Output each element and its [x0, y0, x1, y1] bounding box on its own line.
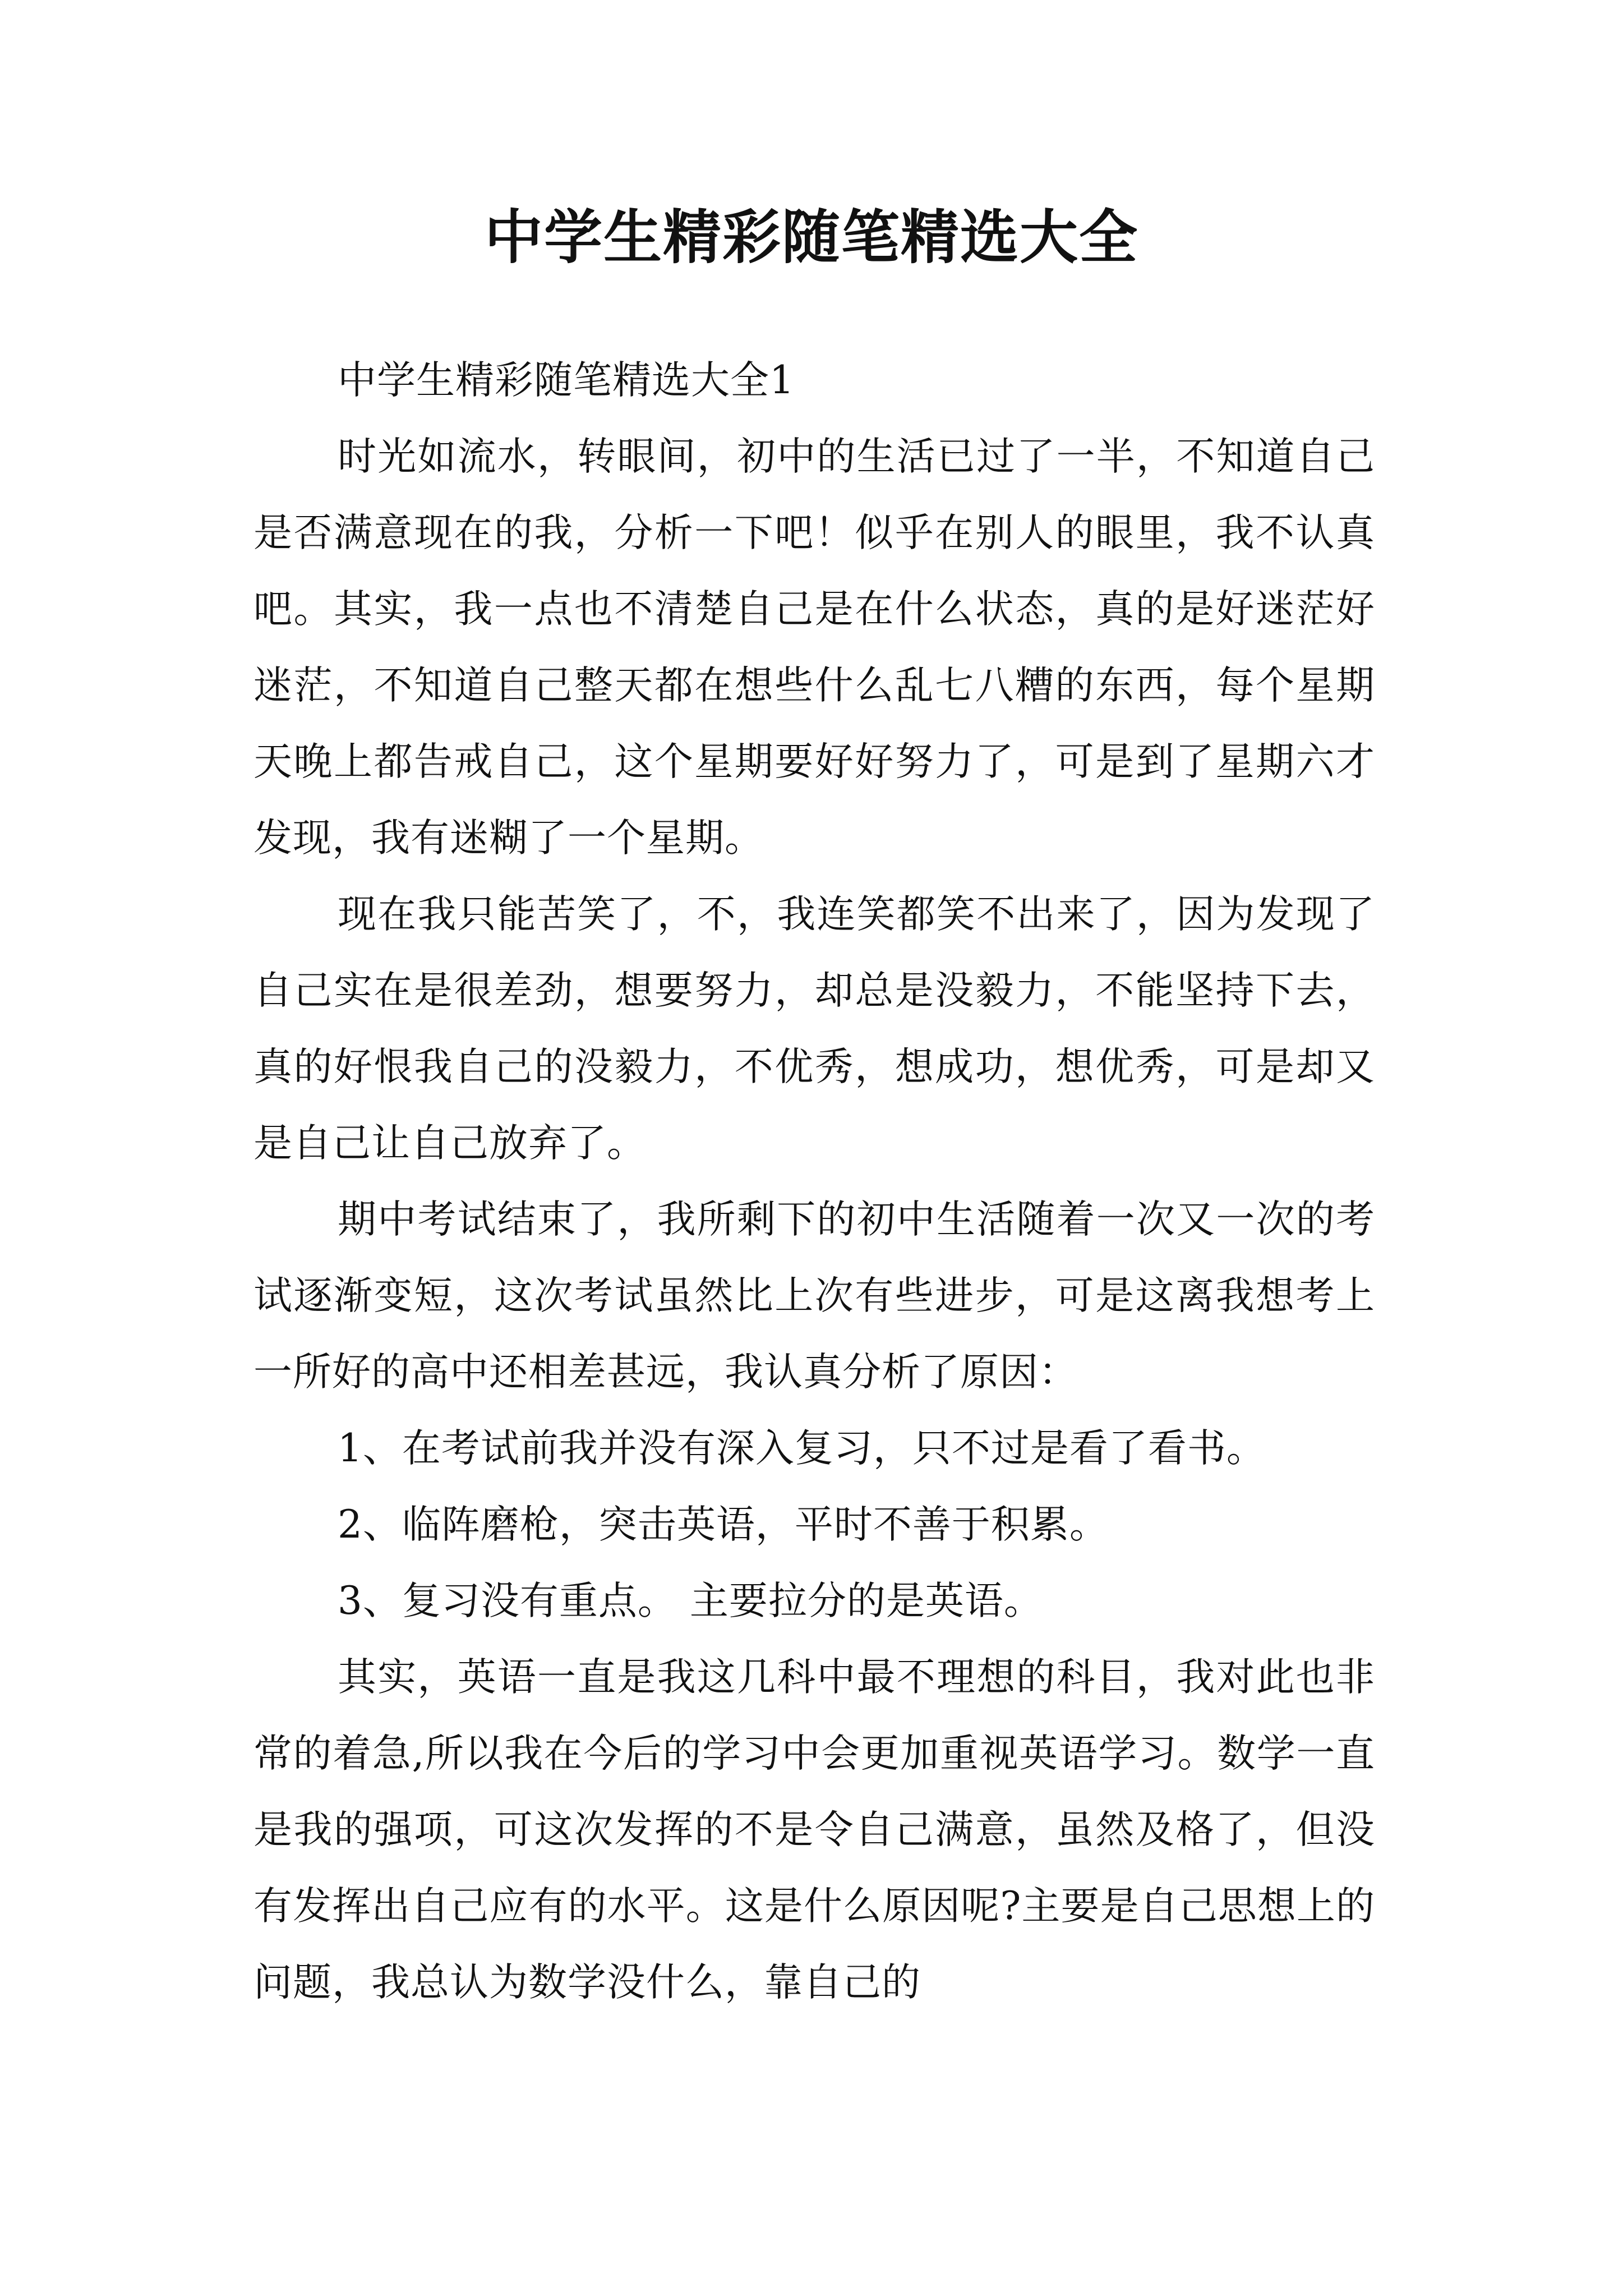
paragraph: 时光如流水，转眼间，初中的生活已过了一半，不知道自己是否满意现在的我，分析一下吧！似乎在别人的眼里，我不认真吧。其实，我一点也不清楚自己是在什么状态，真的是好迷茫好迷茫，不知道自己整天都在想些什么乱七八糟的东西，每个星期天晚上都告戒自己，这个星期要好好努力了，可是到了星期六才发现，我有迷糊了一个星期。	[253, 434, 1375, 861]
paragraph: 期中考试结束了，我所剩下的初中生活随着一次又一次的考试逐渐变短，这次考试虽然比上次有些进步，可是这离我想考上一所好的高中还相差甚远，我认真分析了原因：	[253, 1197, 1375, 1395]
section-heading: 中学生精彩随笔精选大全1	[338, 358, 795, 403]
list-item: 3、复习没有重点。 主要拉分的是英语。	[338, 1579, 1043, 1623]
paragraph: 现在我只能苦笑了，不，我连笑都笑不出来了，因为发现了自己实在是很差劲，想要努力，却总是没毅力，不能坚持下去，真的好恨我自己的没毅力，不优秀，想成功，想优秀，可是却又是自己让自己放弃了。	[253, 892, 1375, 1166]
paragraph: 其实，英语一直是我这几科中最不理想的科目，我对此也非常的着急,所以我在今后的学习中会更加重视英语学习。数学一直是我的强项，可这次发挥的不是令自己满意，虽然及格了，但没有发挥出自己应有的水平。这是什么原因呢?主要是自己思想上的问题，我总认为数学没什么，靠自己的	[253, 1655, 1375, 2005]
list-item: 1、在考试前我并没有深入复习，只不过是看了看书。	[338, 1426, 1266, 1471]
list-item: 2、临阵磨枪，突击英语，平时不善于积累。	[338, 1502, 1109, 1547]
document-title: 中学生精彩随笔精选大全	[484, 203, 1138, 272]
document-body	[253, 342, 1375, 2021]
